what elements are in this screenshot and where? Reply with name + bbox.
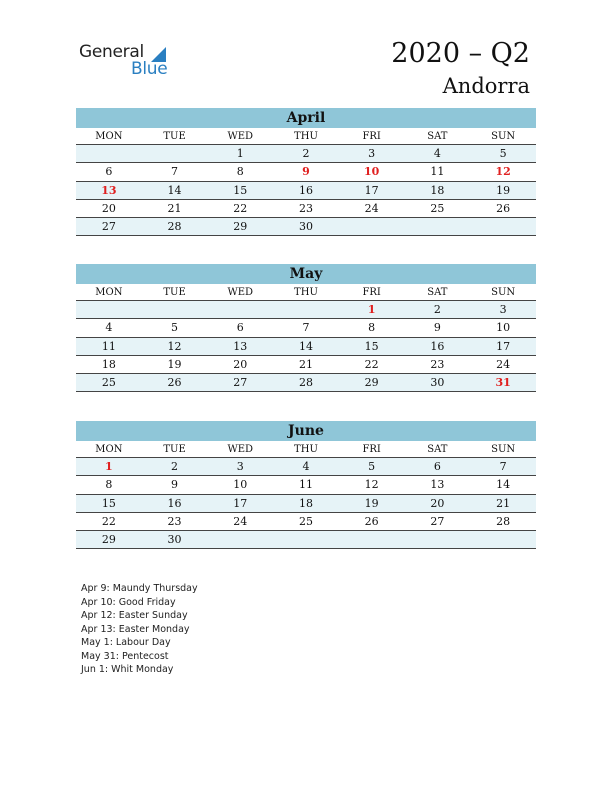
weekday-label: THU (273, 128, 339, 145)
day-cell: 3 (339, 145, 405, 163)
day-cell: 30 (273, 218, 339, 236)
day-cell: 31 (470, 374, 536, 392)
week-row (76, 531, 536, 549)
day-cell: 14 (273, 337, 339, 355)
day-cell (405, 218, 471, 236)
day-cell: 8 (207, 163, 273, 181)
day-cell: 27 (76, 218, 142, 236)
day-cell: 7 (273, 319, 339, 337)
day-cell: 24 (207, 512, 273, 530)
weekday-label: MON (76, 441, 142, 458)
day-cell (470, 218, 536, 236)
day-cell: 16 (142, 494, 208, 512)
day-cell: 22 (339, 355, 405, 373)
weekday-label: SAT (405, 441, 471, 458)
day-cell: 21 (273, 355, 339, 373)
day-cell: 29 (207, 218, 273, 236)
day-cell: 23 (142, 512, 208, 530)
day-cell: 4 (76, 319, 142, 337)
week-row (76, 337, 536, 355)
day-cell: 15 (339, 337, 405, 355)
day-cell: 26 (142, 374, 208, 392)
day-cell: 2 (142, 458, 208, 476)
weekday-label: SAT (405, 284, 471, 301)
day-cell (76, 301, 142, 319)
day-cell: 4 (405, 145, 471, 163)
week-row (76, 181, 536, 199)
day-cell (76, 145, 142, 163)
weekday-label: WED (207, 441, 273, 458)
day-cell: 23 (405, 355, 471, 373)
day-cell: 7 (470, 458, 536, 476)
week-row (76, 301, 536, 319)
day-cell: 20 (76, 199, 142, 217)
weekday-label: SUN (470, 284, 536, 301)
weekday-label: SUN (470, 128, 536, 145)
day-cell: 6 (405, 458, 471, 476)
day-cell: 2 (273, 145, 339, 163)
day-cell (273, 301, 339, 319)
day-cell: 20 (405, 494, 471, 512)
holiday-note: Apr 9: Maundy Thursday (81, 583, 198, 594)
weekday-label: TUE (142, 128, 208, 145)
day-cell: 24 (339, 199, 405, 217)
day-cell: 1 (339, 301, 405, 319)
day-cell: 6 (76, 163, 142, 181)
day-cell: 3 (207, 458, 273, 476)
day-cell: 5 (339, 458, 405, 476)
holiday-note: May 1: Labour Day (81, 637, 171, 648)
day-cell: 22 (76, 512, 142, 530)
holiday-note: May 31: Pentecost (81, 650, 169, 662)
day-cell: 7 (142, 163, 208, 181)
day-cell: 25 (273, 512, 339, 530)
day-cell: 5 (470, 145, 536, 163)
week-row (76, 494, 536, 512)
holiday-note: Apr 13: Easter Monday (81, 623, 190, 635)
day-cell: 17 (207, 494, 273, 512)
weekday-label: SAT (405, 128, 471, 145)
weekday-label: MON (76, 128, 142, 145)
day-cell: 19 (339, 494, 405, 512)
day-cell: 11 (273, 476, 339, 494)
calendar-grid (76, 441, 536, 549)
day-cell: 13 (76, 181, 142, 199)
day-cell: 19 (470, 181, 536, 199)
month-may (76, 264, 536, 392)
day-cell: 2 (405, 301, 471, 319)
day-cell: 11 (76, 337, 142, 355)
day-cell: 10 (470, 319, 536, 337)
month-title: May (76, 264, 536, 284)
day-cell: 18 (273, 494, 339, 512)
day-cell: 19 (142, 355, 208, 373)
day-cell: 17 (339, 181, 405, 199)
day-cell: 1 (76, 458, 142, 476)
day-cell: 13 (405, 476, 471, 494)
day-cell: 12 (470, 163, 536, 181)
day-cell: 28 (273, 374, 339, 392)
holiday-note: Jun 1: Whit Monday (81, 664, 174, 675)
day-cell: 18 (76, 355, 142, 373)
day-cell: 29 (339, 374, 405, 392)
brand-word-general: General (79, 42, 144, 62)
week-row (76, 355, 536, 373)
weekday-label: MON (76, 284, 142, 301)
day-cell: 12 (339, 476, 405, 494)
weekday-label: FRI (339, 284, 405, 301)
day-cell: 16 (273, 181, 339, 199)
day-cell: 26 (339, 512, 405, 530)
month-june (76, 421, 536, 549)
day-cell: 23 (273, 199, 339, 217)
weekday-label: FRI (339, 128, 405, 145)
weekday-label: SUN (470, 441, 536, 458)
day-cell: 20 (207, 355, 273, 373)
day-cell: 12 (142, 337, 208, 355)
month-title: April (76, 108, 536, 128)
day-cell: 27 (405, 512, 471, 530)
day-cell (142, 145, 208, 163)
weekday-label: FRI (339, 441, 405, 458)
week-row (76, 218, 536, 236)
weekday-label: THU (273, 284, 339, 301)
day-cell: 28 (142, 218, 208, 236)
weekday-label: WED (207, 128, 273, 145)
week-row (76, 458, 536, 476)
week-row (76, 163, 536, 181)
day-cell: 10 (339, 163, 405, 181)
calendar-grid (76, 128, 536, 236)
day-cell: 21 (470, 494, 536, 512)
weekday-label: TUE (142, 441, 208, 458)
weekday-header-row (76, 284, 536, 301)
brand-word-blue: Blue (131, 59, 168, 79)
weekday-label: THU (273, 441, 339, 458)
country-name: Andorra (442, 74, 530, 98)
day-cell: 15 (76, 494, 142, 512)
day-cell: 22 (207, 199, 273, 217)
day-cell: 26 (470, 199, 536, 217)
holiday-note: Apr 12: Easter Sunday (81, 610, 188, 621)
day-cell: 8 (339, 319, 405, 337)
day-cell: 25 (405, 199, 471, 217)
day-cell: 9 (142, 476, 208, 494)
day-cell: 9 (405, 319, 471, 337)
week-row (76, 199, 536, 217)
day-cell (405, 531, 471, 549)
day-cell: 11 (405, 163, 471, 181)
day-cell (142, 301, 208, 319)
holiday-notes (81, 582, 198, 677)
day-cell: 28 (470, 512, 536, 530)
day-cell: 29 (76, 531, 142, 549)
page-title: 2020 – Q2 (391, 38, 530, 69)
day-cell: 30 (142, 531, 208, 549)
weekday-header-row (76, 441, 536, 458)
day-cell: 14 (142, 181, 208, 199)
day-cell: 30 (405, 374, 471, 392)
day-cell (273, 531, 339, 549)
day-cell (339, 531, 405, 549)
week-row (76, 512, 536, 530)
holiday-note: Apr 10: Good Friday (81, 596, 176, 608)
day-cell: 25 (76, 374, 142, 392)
day-cell (207, 301, 273, 319)
day-cell: 27 (207, 374, 273, 392)
day-cell: 10 (207, 476, 273, 494)
day-cell: 21 (142, 199, 208, 217)
day-cell: 6 (207, 319, 273, 337)
day-cell: 16 (405, 337, 471, 355)
day-cell: 24 (470, 355, 536, 373)
weekday-label: WED (207, 284, 273, 301)
calendar-grid (76, 284, 536, 392)
day-cell (339, 218, 405, 236)
week-row (76, 374, 536, 392)
day-cell: 17 (470, 337, 536, 355)
brand-logo (79, 42, 179, 82)
week-row (76, 476, 536, 494)
day-cell: 15 (207, 181, 273, 199)
day-cell (470, 531, 536, 549)
day-cell: 8 (76, 476, 142, 494)
day-cell: 4 (273, 458, 339, 476)
day-cell: 1 (207, 145, 273, 163)
day-cell: 9 (273, 163, 339, 181)
week-row (76, 145, 536, 163)
week-row (76, 319, 536, 337)
month-title: June (76, 421, 536, 441)
day-cell: 13 (207, 337, 273, 355)
day-cell: 14 (470, 476, 536, 494)
day-cell: 18 (405, 181, 471, 199)
weekday-header-row (76, 128, 536, 145)
weekday-label: TUE (142, 284, 208, 301)
day-cell: 3 (470, 301, 536, 319)
month-april (76, 108, 536, 236)
day-cell: 5 (142, 319, 208, 337)
day-cell (207, 531, 273, 549)
